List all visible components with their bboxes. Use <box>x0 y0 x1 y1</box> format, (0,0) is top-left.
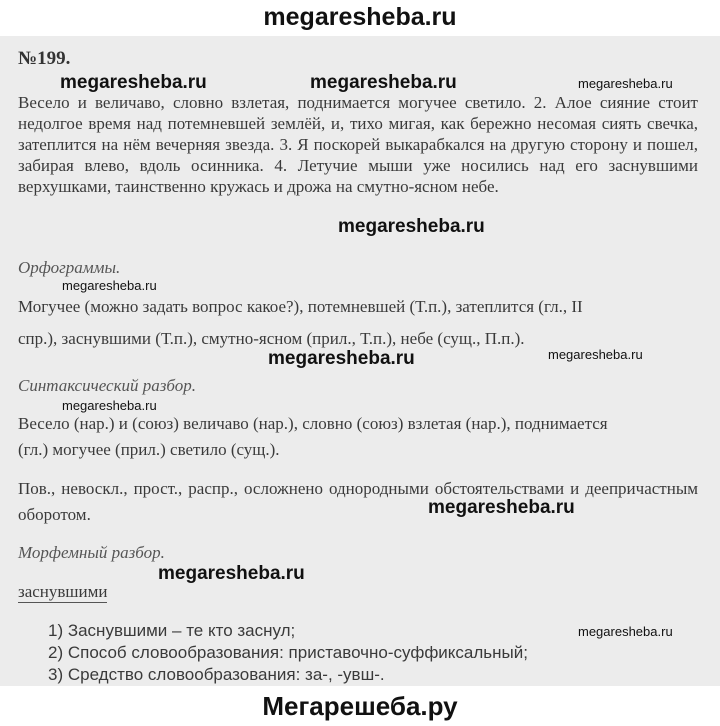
syntax-summary: Пов., невоскл., прост., распр., осложнено однородными обстоятельствами и деепричастным оборотом. <box>18 479 698 524</box>
list-item: 1) Заснувшими – те кто заснул; <box>48 621 296 640</box>
exercise-number: №199. <box>18 48 71 69</box>
morphemic-header: Морфемный разбор. <box>18 543 165 562</box>
syntax-line: Весело (нар.) и (союз) величаво (нар.), словно (союз) взлетая (нар.), поднимается <box>18 414 608 433</box>
watermark: megaresheba.ru <box>60 72 207 93</box>
morphemic-list <box>48 620 528 686</box>
orthograms-line: спр.), заснувшими (Т.п.), смутно-ясном (прил., Т.п.), небе (сущ., П.п.). <box>18 329 525 348</box>
watermark: megaresheba.ru <box>268 348 415 369</box>
watermark: megaresheba.ru <box>578 624 673 639</box>
watermark: megaresheba.ru <box>158 563 305 584</box>
morpheme-parsed-word: заснувшими <box>18 582 108 601</box>
watermark: megaresheba.ru <box>428 497 575 518</box>
exercise-text: Весело и величаво, словно взлетая, поднимается могучее светило. 2. Алое сияние стоит недолгое время над потемневшей землёй, и, тихо мигая, как бережно несомая сиять свечка, затеплится на нём вечерняя звезда. 3. Я поскорей выкарабкался на другую сторону и пошел, забирая влево, вдоль осинника. 4. Летучие мыши уже носились над его заснувшими верхушками, таинственно кружась и дрожа на смутно-ясном небе. <box>18 93 698 196</box>
bottom-watermark-banner: Мегарешеба.ру <box>0 686 720 726</box>
watermark: megaresheba.ru <box>578 76 673 91</box>
list-item: 3) Средство словообразования: за-, -увш-. <box>48 665 385 684</box>
orthograms-line: Могучее (можно задать вопрос какое?), потемневшей (Т.п.), затеплится (гл., II <box>18 297 583 316</box>
syntax-header: Синтаксический разбор. <box>18 376 196 395</box>
watermark: megaresheba.ru <box>62 278 157 293</box>
watermark: megaresheba.ru <box>338 216 485 237</box>
list-item: 2) Способ словообразования: приставочно-суффиксальный; <box>48 643 528 662</box>
watermark: megaresheba.ru <box>310 72 457 93</box>
syntax-line: (гл.) могучее (прил.) светило (сущ.). <box>18 440 280 459</box>
watermark: megaresheba.ru <box>62 398 157 413</box>
watermark: megaresheba.ru <box>548 347 643 362</box>
top-watermark-banner: megaresheba.ru <box>0 0 720 36</box>
orthograms-header: Орфограммы. <box>18 258 121 277</box>
